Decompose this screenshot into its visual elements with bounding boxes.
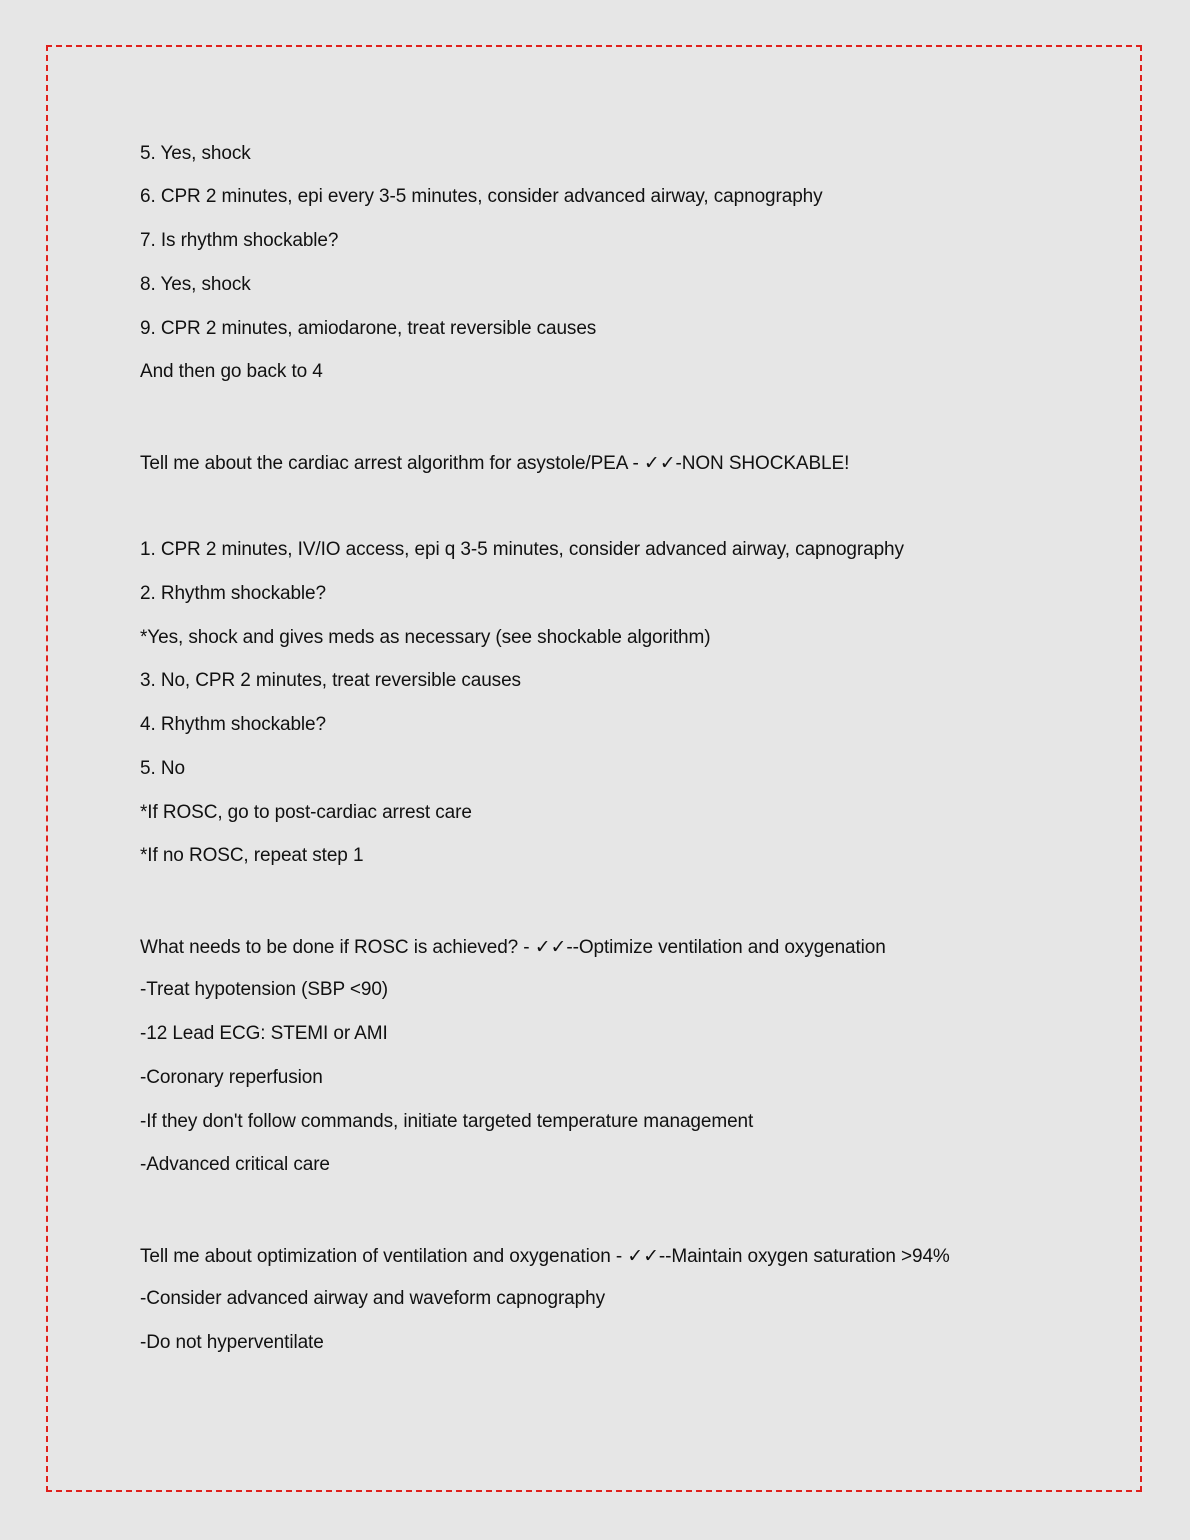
list-item: 3. No, CPR 2 minutes, treat reversible causes bbox=[140, 670, 521, 691]
list-item: -Do not hyperventilate bbox=[140, 1332, 324, 1353]
checkmark-icon: ✓✓ bbox=[643, 452, 676, 474]
list-item: 6. CPR 2 minutes, epi every 3-5 minutes, consider advanced airway, capnography bbox=[140, 186, 823, 207]
list-item: -Coronary reperfusion bbox=[140, 1067, 323, 1088]
question-asystole-pea bbox=[140, 451, 849, 476]
question-text: Tell me about optimization of ventilation and oxygenation - bbox=[140, 1246, 628, 1267]
list-item: 1. CPR 2 minutes, IV/IO access, epi q 3-5 minutes, consider advanced airway, capnography bbox=[140, 539, 904, 560]
list-item: And then go back to 4 bbox=[140, 361, 323, 382]
checkmark-icon: ✓✓ bbox=[627, 1245, 659, 1267]
checkmark-icon: ✓✓ bbox=[534, 936, 567, 958]
list-item: 8. Yes, shock bbox=[140, 274, 251, 295]
list-item: *Yes, shock and gives meds as necessary (see shockable algorithm) bbox=[140, 627, 711, 648]
question-text: Tell me about the cardiac arrest algorithm for asystole/PEA - bbox=[140, 453, 644, 474]
list-item: -Consider advanced airway and waveform capnography bbox=[140, 1288, 605, 1309]
question-rosc bbox=[140, 935, 886, 960]
answer-text: -NON SHOCKABLE! bbox=[675, 453, 850, 474]
list-item: -12 Lead ECG: STEMI or AMI bbox=[140, 1023, 388, 1044]
question-ventilation bbox=[140, 1244, 950, 1269]
list-item: -Treat hypotension (SBP <90) bbox=[140, 979, 389, 1000]
page-border bbox=[46, 45, 1142, 1492]
answer-text: --Maintain oxygen saturation >94% bbox=[658, 1246, 950, 1267]
list-item: 2. Rhythm shockable? bbox=[140, 583, 326, 604]
answer-text: --Optimize ventilation and oxygenation bbox=[566, 937, 886, 958]
list-item: 5. Yes, shock bbox=[140, 143, 251, 164]
list-item: -Advanced critical care bbox=[140, 1154, 330, 1175]
question-text: What needs to be done if ROSC is achieved? - bbox=[140, 937, 535, 958]
list-item: -If they don't follow commands, initiate targeted temperature management bbox=[140, 1111, 754, 1132]
list-item: 5. No bbox=[140, 758, 185, 779]
list-item: *If ROSC, go to post-cardiac arrest care bbox=[140, 802, 472, 823]
list-item: 9. CPR 2 minutes, amiodarone, treat reversible causes bbox=[140, 318, 597, 339]
list-item: *If no ROSC, repeat step 1 bbox=[140, 845, 364, 866]
list-item: 4. Rhythm shockable? bbox=[140, 714, 326, 735]
list-item: 7. Is rhythm shockable? bbox=[140, 230, 339, 251]
